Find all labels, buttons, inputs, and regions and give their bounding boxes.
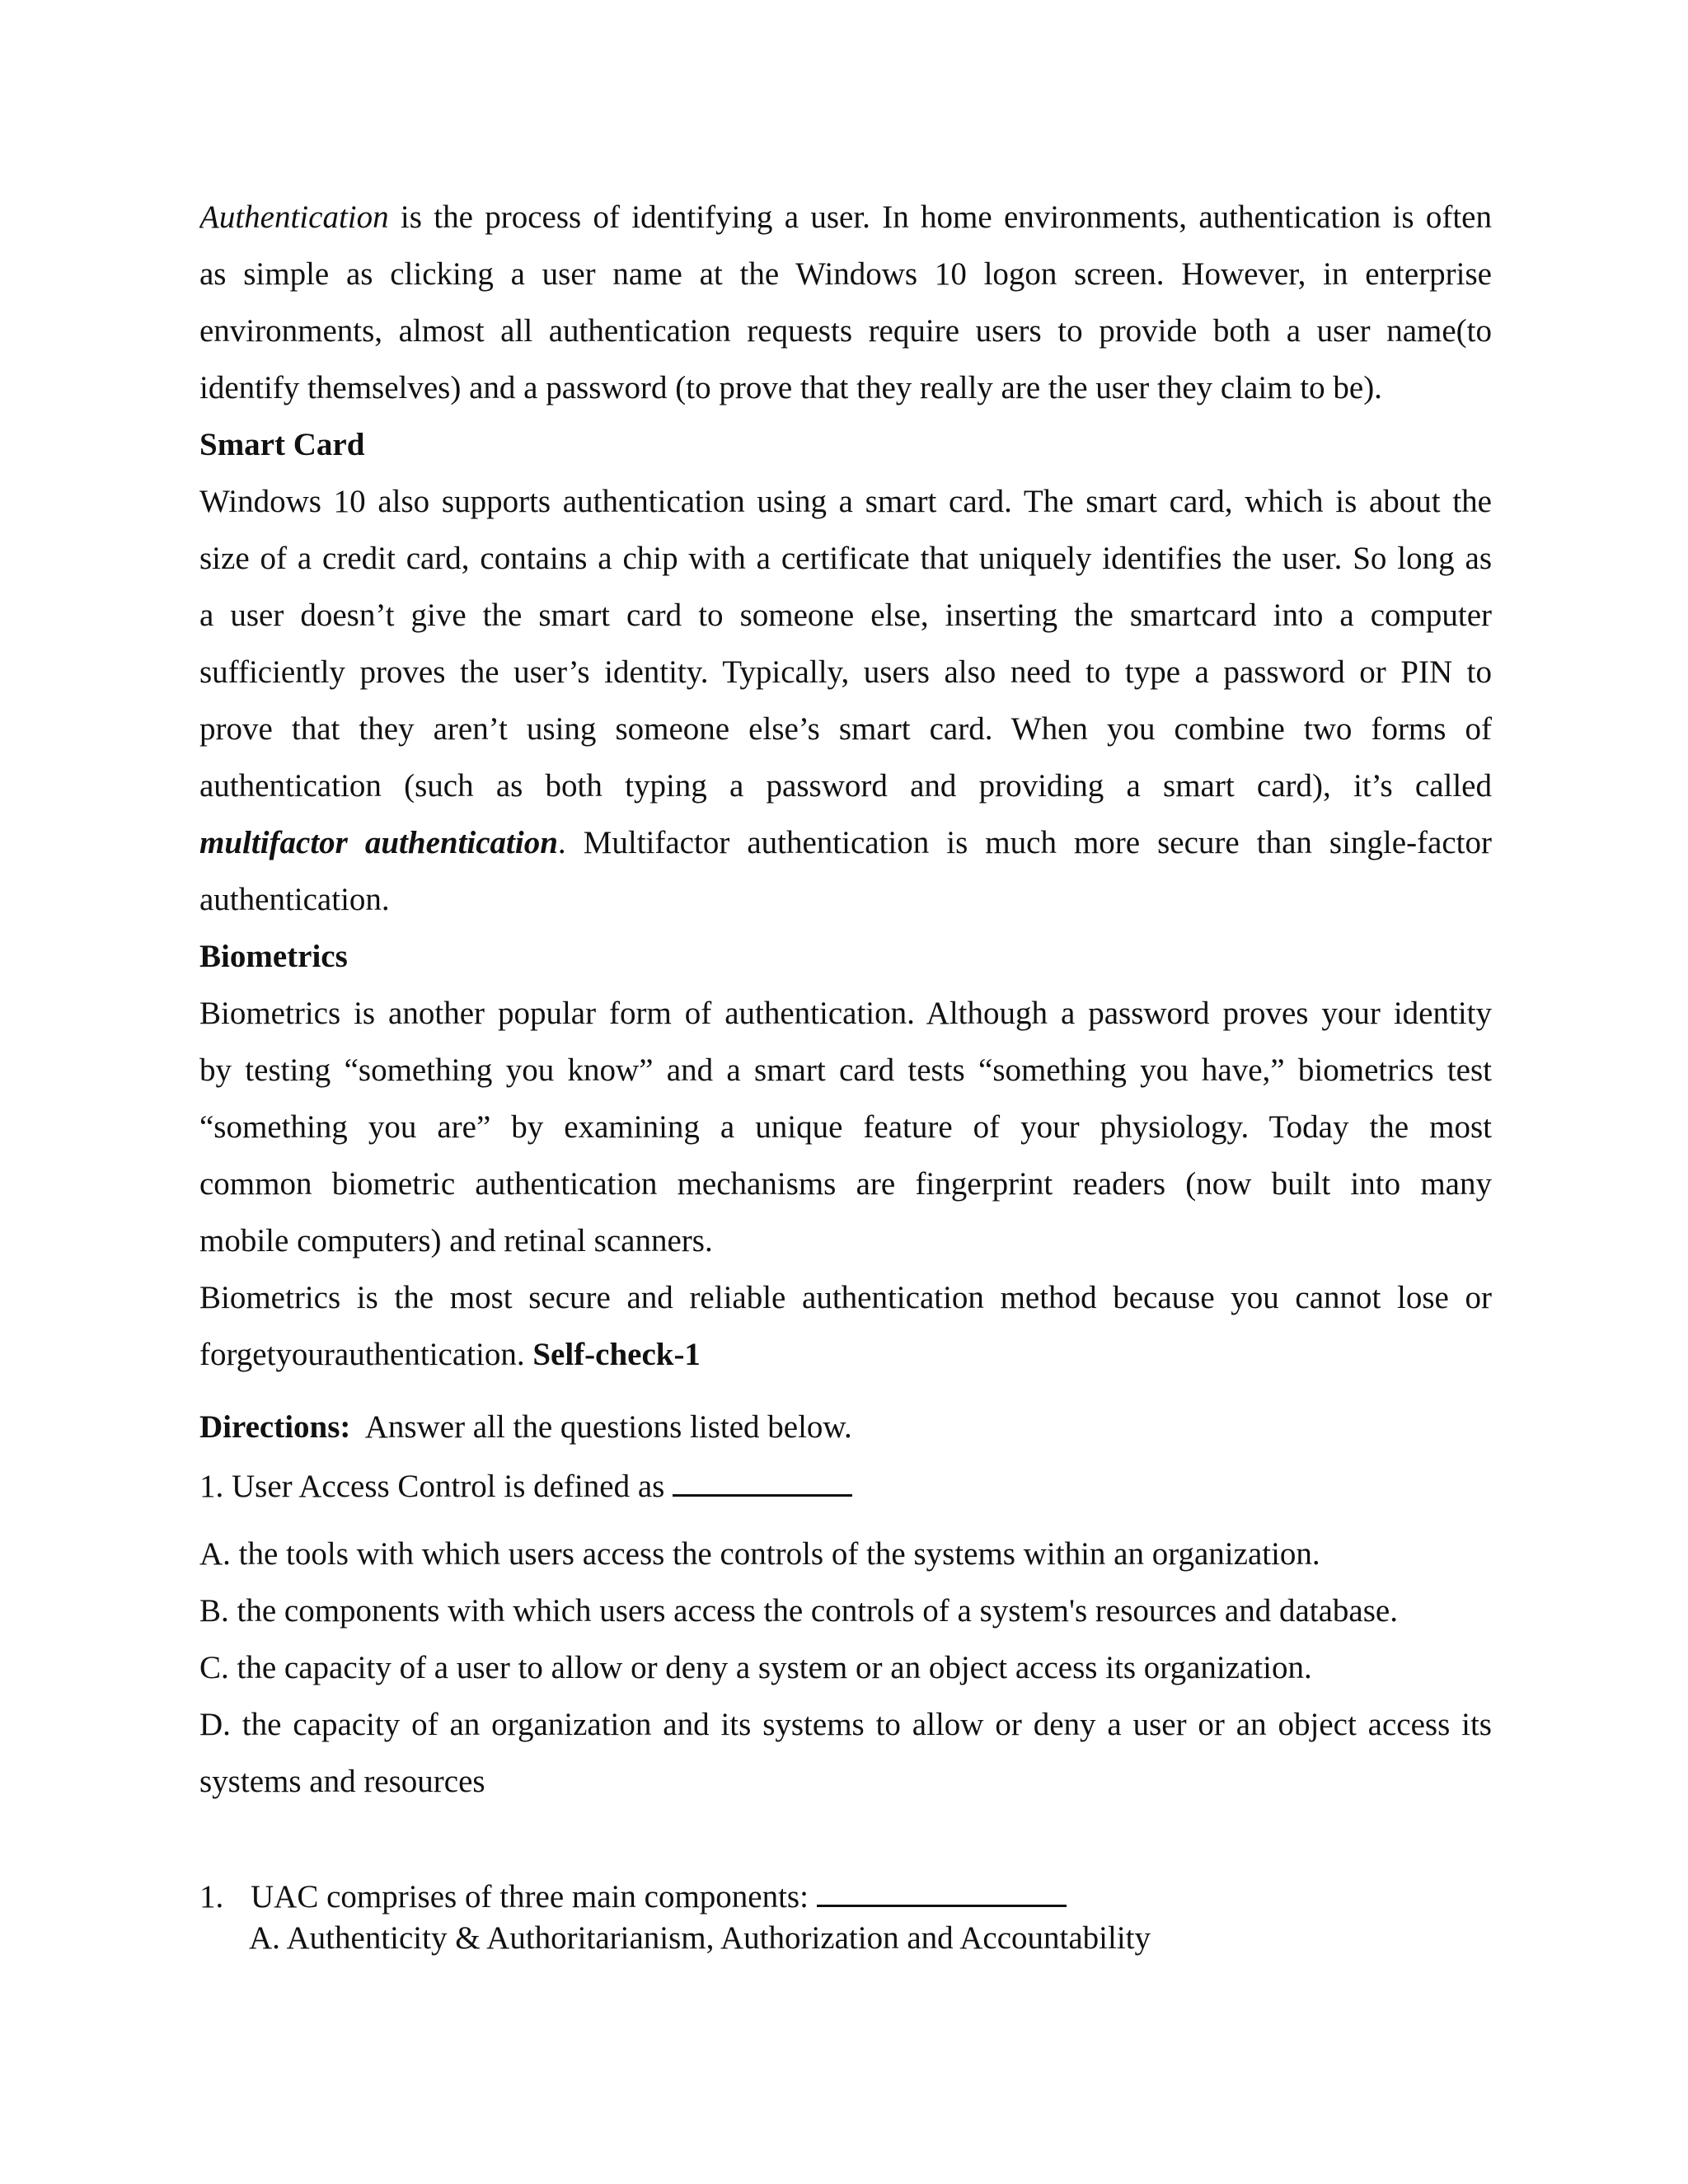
- question-1-option-a: A. the tools with which users access the controls of the systems within an organization.: [199, 1536, 1320, 1572]
- question-2: 1. UAC comprises of three main components:: [199, 1875, 1067, 1915]
- question-2-option-a: A. Authenticity & Authoritarianism, Authorization and Accountability: [249, 1920, 1151, 1956]
- multifactor-term: multifactor authentication: [199, 825, 558, 860]
- intro-line-3: environments, almost all authentication requests require users to provide both a user name(to: [199, 313, 1492, 349]
- question-2-number: 1.: [199, 1879, 224, 1915]
- smart-card-line-4: sufficiently proves the user’s identity. Typically, users also need to type a password or PIN to: [199, 654, 1492, 690]
- biometrics-line-2: by testing “something you know” and a smart card tests “something you have,” biometrics test: [199, 1052, 1492, 1088]
- smart-card-line-2: size of a credit card, contains a chip with a certificate that uniquely identifies the user. So long as: [199, 541, 1492, 576]
- answer-blank: [673, 1465, 852, 1497]
- smart-card-line-6: authentication (such as both typing a password and providing a smart card), it’s called: [199, 768, 1492, 804]
- biometrics-line-3: “something you are” by examining a unique feature of your physiology. Today the most: [199, 1109, 1492, 1145]
- self-check-title: Self-check-1: [532, 1337, 701, 1372]
- smart-card-line-8: authentication.: [199, 882, 390, 917]
- biometrics-para2-line-2: forgetyourauthentication. Self-check-1: [199, 1337, 701, 1372]
- directions-label: Directions:: [199, 1409, 351, 1445]
- question-1-option-d: D. the capacity of an organization and its systems to allow or deny a user or an object access its: [199, 1707, 1492, 1742]
- authentication-term: Authentication: [199, 199, 389, 235]
- directions-line: Directions: Answer all the questions listed below.: [199, 1409, 852, 1445]
- smart-card-line-7: multifactor authentication. Multifactor authentication is much more secure than single-factor: [199, 825, 1492, 860]
- smart-card-line-1: Windows 10 also supports authentication using a smart card. The smart card, which is about the: [199, 484, 1492, 519]
- intro-line-2: as simple as clicking a user name at the Windows 10 logon screen. However, in enterprise: [199, 256, 1492, 292]
- biometrics-line-1: Biometrics is another popular form of authentication. Although a password proves your identity: [199, 996, 1492, 1031]
- smart-card-line-5: prove that they aren’t using someone else’s smart card. When you combine two forms of: [199, 711, 1492, 747]
- question-1-option-b: B. the components with which users access the controls of a system's resources and database.: [199, 1593, 1398, 1629]
- smart-card-line-3: a user doesn’t give the smart card to someone else, inserting the smartcard into a computer: [199, 598, 1492, 633]
- intro-line-4: identify themselves) and a password (to prove that they really are the user they claim to be).: [199, 370, 1382, 405]
- smart-card-heading: Smart Card: [199, 427, 365, 462]
- intro-line-1: Authentication is the process of identifying a user. In home environments, authentication is often: [199, 199, 1492, 235]
- question-1-option-c: C. the capacity of a user to allow or deny a system or an object access its organization.: [199, 1650, 1312, 1685]
- biometrics-line-5: mobile computers) and retinal scanners.: [199, 1223, 713, 1258]
- question-1: 1. User Access Control is defined as: [199, 1465, 852, 1504]
- answer-blank-2: [817, 1875, 1067, 1907]
- question-1-option-d-cont: systems and resources: [199, 1764, 485, 1799]
- biometrics-line-4: common biometric authentication mechanisms are fingerprint readers (now built into many: [199, 1166, 1492, 1202]
- biometrics-para2-line-1: Biometrics is the most secure and reliable authentication method because you cannot lose or: [199, 1280, 1492, 1315]
- biometrics-heading: Biometrics: [199, 939, 348, 974]
